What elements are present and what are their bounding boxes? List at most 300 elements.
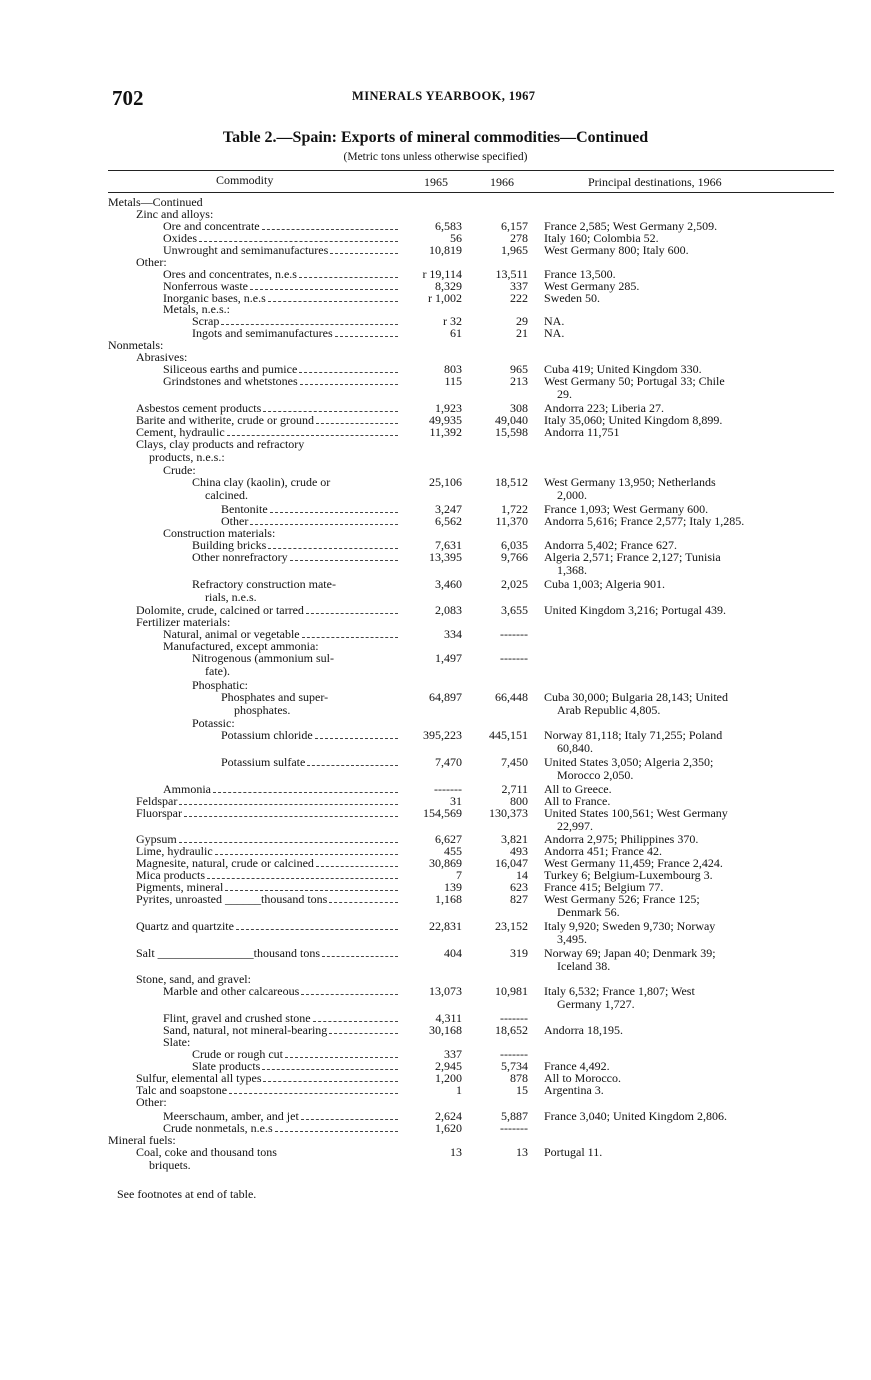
leader-dots — [290, 560, 398, 561]
destination-text: France 2,585; West Germany 2,509. — [544, 218, 718, 233]
commodity-text: Natural, animal or vegetable — [163, 627, 300, 642]
leader-dots — [285, 1057, 398, 1058]
header-top-rule — [108, 170, 834, 171]
value-1965: 2,083 — [435, 603, 462, 618]
destination-text: West Germany 11,459; France 2,424. — [544, 856, 723, 871]
value-1965: r 1,002 — [428, 290, 462, 305]
leader-dots — [330, 253, 398, 254]
destination-text: Cuba 419; United Kingdom 330. — [544, 362, 702, 377]
commodity-text: Fertilizer materials: — [136, 615, 231, 630]
header-bottom-rule — [108, 192, 834, 193]
destinations-cell — [544, 1110, 794, 1123]
destination-text: Norway 69; Japan 40; Denmark 39; — [544, 945, 716, 960]
leader-dots — [250, 289, 398, 290]
commodity-text: Slate: — [163, 1034, 191, 1049]
commodity-text: Potassium sulfate — [221, 755, 306, 770]
commodity-text: fate). — [205, 664, 230, 679]
commodity-text: Nonferrous waste — [163, 278, 248, 293]
value-1966: 15 — [516, 1082, 528, 1097]
value-1966: 1,722 — [501, 502, 528, 517]
commodity-cell — [136, 893, 327, 906]
commodity-text: Sand, natural, not mineral-bearing — [163, 1022, 328, 1037]
value-1966: 3,655 — [501, 603, 528, 618]
commodity-text: Mica products — [136, 868, 205, 883]
leader-dots — [299, 372, 398, 373]
value-1966: 66,448 — [495, 689, 528, 704]
commodity-text: Scrap — [192, 314, 220, 329]
destinations-cell — [544, 476, 794, 502]
destination-text: All to Greece. — [544, 781, 612, 796]
value-1966: 14 — [516, 868, 528, 883]
leader-dots — [313, 1021, 398, 1022]
commodity-text: Meerschaum, amber, and jet — [163, 1109, 299, 1124]
commodity-cell — [163, 1036, 190, 1049]
leader-dots — [225, 890, 398, 891]
commodity-text: phosphates. — [234, 702, 291, 717]
destination-text: 1,368. — [557, 562, 587, 577]
destination-text: Portugal 11. — [544, 1145, 603, 1160]
commodity-cell — [192, 578, 336, 604]
leader-dots — [221, 324, 398, 325]
value-1966: 16,047 — [495, 856, 528, 871]
value-1966: 29 — [516, 314, 528, 329]
commodity-cell — [136, 438, 304, 464]
value-1965: 3,460 — [435, 576, 462, 591]
value-1966: 23,152 — [495, 918, 528, 933]
destinations-cell — [544, 578, 794, 591]
footnote: See footnotes at end of table. — [117, 1187, 257, 1201]
commodity-text: Construction materials: — [163, 525, 276, 540]
value-1966: 1,965 — [501, 242, 528, 257]
value-1965: r 32 — [443, 314, 462, 329]
destination-text: 2,000. — [557, 488, 587, 503]
commodity-text: Magnesite, natural, crude or calcined — [136, 856, 314, 871]
commodity-text: Slate products — [192, 1058, 261, 1073]
commodity-text: briquets. — [149, 1158, 191, 1173]
value-1965: 25,106 — [429, 475, 462, 490]
value-1966: 18,512 — [495, 475, 528, 490]
value-1966: 445,151 — [489, 728, 528, 743]
destination-text: West Germany 50; Portugal 33; Chile — [544, 374, 725, 389]
value-1966: ------- — [500, 1010, 528, 1025]
leader-dots — [307, 765, 398, 766]
commodity-text: Crude nonmetals, n.e.s — [163, 1121, 273, 1136]
leader-dots — [262, 229, 398, 230]
destination-text: Cuba 1,003; Algeria 901. — [544, 576, 665, 591]
commodity-text: Unwrought and semimanufactures — [163, 242, 329, 257]
destination-text: NA. — [544, 326, 565, 341]
commodity-text: Asbestos cement products — [136, 400, 262, 415]
commodity-text: Gypsum — [136, 832, 177, 847]
commodity-text: Potassic: — [192, 716, 235, 731]
destinations-cell — [544, 1084, 794, 1097]
destinations-cell — [544, 920, 794, 946]
destination-text: United Kingdom 3,216; Portugal 439. — [544, 603, 726, 618]
value-1965: ------- — [434, 781, 462, 796]
value-1965: 2,945 — [435, 1058, 462, 1073]
value-1965: 1,168 — [435, 892, 462, 907]
value-1965: 395,223 — [423, 728, 462, 743]
leader-dots — [268, 548, 398, 549]
leader-dots — [227, 435, 398, 436]
leader-dots — [179, 842, 398, 843]
commodity-text: Ores and concentrates, n.e.s — [163, 266, 297, 281]
value-1966: ------- — [500, 627, 528, 642]
value-1966: 130,373 — [489, 805, 528, 820]
table-subtitle: (Metric tons unless otherwise specified) — [343, 151, 528, 163]
destinations-cell — [544, 327, 794, 340]
value-1966: 623 — [510, 880, 528, 895]
leader-dots — [262, 1069, 398, 1070]
running-head: MINERALS YEARBOOK, 1967 — [352, 89, 536, 103]
value-1966: 2,711 — [501, 781, 528, 796]
commodity-cell — [192, 476, 330, 502]
commodity-text: Ore and concentrate — [163, 218, 260, 233]
value-1965: 64,897 — [429, 689, 462, 704]
leader-dots — [213, 792, 398, 793]
value-1965: 1,923 — [435, 400, 462, 415]
destination-text: Norway 81,118; Italy 71,255; Poland — [544, 728, 723, 743]
destination-text: France 1,093; West Germany 600. — [544, 502, 709, 517]
value-1965: 1,497 — [435, 651, 462, 666]
value-1965: 1 — [456, 1082, 462, 1097]
value-1966: 278 — [510, 230, 528, 245]
commodity-text: Metals—Continued — [108, 195, 203, 209]
leader-dots — [335, 336, 398, 337]
commodity-text: Zinc and alloys: — [136, 206, 214, 221]
value-1965: 7 — [456, 868, 462, 883]
header-commodity: Commodity — [216, 173, 274, 187]
commodity-text: Bentonite — [221, 502, 268, 517]
leader-dots — [300, 384, 398, 385]
commodity-text: Coal, coke and thousand tons — [136, 1145, 277, 1160]
leader-dots — [275, 1131, 398, 1132]
value-1965: 154,569 — [423, 805, 462, 820]
commodity-text: Barite and witherite, crude or ground — [136, 412, 314, 427]
destination-text: Italy 35,060; United Kingdom 8,899. — [544, 412, 723, 427]
value-1966: 3,821 — [501, 832, 528, 847]
commodity-cell — [136, 947, 320, 960]
leader-dots — [268, 301, 398, 302]
value-1966: 5,734 — [501, 1058, 528, 1073]
commodity-text: Fluorspar — [136, 805, 182, 820]
value-1965: 455 — [444, 844, 462, 859]
destination-text: United States 100,561; West Germany — [544, 805, 728, 820]
leader-dots — [302, 637, 398, 638]
commodity-text: products, n.e.s.: — [149, 449, 225, 464]
commodity-text: Salt ________________thousand tons — [136, 945, 321, 960]
value-1965: 56 — [450, 230, 462, 245]
destination-text: West Germany 800; Italy 600. — [544, 242, 689, 257]
commodity-text: Grindstones and whetstones — [163, 374, 298, 389]
destinations-cell — [544, 756, 794, 782]
destinations-cell — [544, 244, 794, 257]
commodity-text: Inorganic bases, n.e.s — [163, 290, 266, 305]
commodity-text: Metals, n.e.s.: — [163, 302, 230, 317]
commodity-text: Other: — [136, 254, 167, 269]
value-1965: 6,562 — [435, 514, 462, 528]
value-1966: 13,511 — [495, 266, 528, 281]
value-1966: 6,035 — [501, 537, 528, 552]
destination-text: Cuba 30,000; Bulgaria 28,143; United — [544, 689, 728, 704]
value-1966: ------- — [500, 1121, 528, 1136]
leader-dots — [199, 241, 398, 242]
commodity-text: Feldspar — [136, 793, 178, 808]
commodity-cell — [163, 985, 299, 998]
value-1965: 6,583 — [435, 218, 462, 233]
leader-dots — [229, 1093, 398, 1094]
destination-text: Andorra 2,975; Philippines 370. — [544, 832, 699, 847]
destination-text: Iceland 38. — [557, 958, 611, 973]
destinations-cell — [544, 947, 794, 973]
commodity-cell — [136, 1096, 167, 1109]
destination-text: 3,495. — [557, 931, 587, 946]
destination-text: Italy 6,532; France 1,807; West — [544, 984, 695, 999]
value-1965: 1,620 — [435, 1121, 462, 1136]
value-1966: 10,981 — [495, 984, 528, 999]
value-1966: 49,040 — [495, 412, 528, 427]
value-1966: 222 — [510, 290, 528, 305]
value-1966: 878 — [510, 1070, 528, 1085]
commodity-cell — [221, 756, 305, 769]
commodity-cell — [163, 464, 196, 477]
header-destinations: Principal destinations, 1966 — [588, 175, 722, 189]
commodity-text: Lime, hydraulic — [136, 844, 213, 859]
leader-dots — [250, 524, 398, 525]
value-1965: 61 — [450, 326, 462, 341]
commodity-text: Phosphatic: — [192, 677, 248, 692]
commodity-cell — [192, 551, 288, 564]
destination-text: Sweden 50. — [544, 290, 600, 305]
commodity-text: Stone, sand, and gravel: — [136, 972, 251, 987]
commodity-text: Quartz and quartzite — [136, 918, 234, 933]
value-1965: 7,470 — [435, 755, 462, 770]
leader-dots — [215, 854, 398, 855]
destination-text: France 13,500. — [544, 266, 616, 281]
value-1965: 404 — [444, 945, 462, 960]
table-title: Table 2.—Spain: Exports of mineral commodities—Continued — [222, 129, 649, 146]
destination-text: Argentina 3. — [544, 1082, 604, 1097]
commodity-text: Other — [221, 514, 249, 528]
leader-dots — [301, 994, 398, 995]
value-1966: 11,370 — [495, 514, 528, 528]
destination-text: Italy 9,920; Sweden 9,730; Norway — [544, 918, 716, 933]
value-1966: 5,887 — [501, 1109, 528, 1124]
destinations-cell — [544, 691, 794, 717]
destinations-cell — [544, 515, 794, 528]
value-1966: 965 — [510, 362, 528, 377]
leader-dots — [322, 956, 398, 957]
value-1965: 13,073 — [429, 984, 462, 999]
leader-dots — [316, 866, 398, 867]
value-1965: 30,168 — [429, 1022, 462, 1037]
value-1966: 827 — [510, 892, 528, 907]
commodity-cell — [163, 244, 328, 257]
value-1966: 308 — [510, 400, 528, 415]
destinations-cell — [544, 375, 794, 401]
value-1965: 8,329 — [435, 278, 462, 293]
leader-dots — [270, 512, 398, 513]
value-1965: r 19,114 — [422, 266, 462, 281]
value-1966: 9,766 — [501, 549, 528, 564]
destination-text: Andorra 18,195. — [544, 1022, 623, 1037]
value-1966: 800 — [510, 793, 528, 808]
destination-text: Algeria 2,571; France 2,127; Tunisia — [544, 549, 721, 564]
destination-text: Andorra 5,616; France 2,577; Italy 1,285. — [544, 514, 745, 528]
commodity-text: Abrasives: — [136, 350, 188, 365]
value-1965: 30,869 — [429, 856, 462, 871]
leader-dots — [207, 878, 398, 879]
header-1965: 1965 — [424, 175, 448, 189]
value-1966: 2,025 — [501, 576, 528, 591]
commodity-text: Crude or rough cut — [192, 1046, 283, 1061]
value-1965: 10,819 — [429, 242, 462, 257]
value-1965: 22,831 — [429, 918, 462, 933]
commodity-text: Phosphates and super- — [221, 689, 329, 704]
destination-text: 60,840. — [557, 741, 593, 756]
commodity-cell — [163, 375, 298, 388]
commodity-cell — [192, 327, 333, 340]
value-1966: 15,598 — [495, 424, 528, 439]
commodity-text: Nitrogenous (ammonium sul- — [192, 651, 334, 666]
commodity-text: Pyrites, unroasted ______thousand tons — [136, 892, 328, 907]
commodity-cell — [136, 807, 182, 820]
commodity-text: Mineral fuels: — [108, 1133, 176, 1148]
value-1965: 7,631 — [435, 537, 462, 552]
leader-dots — [316, 423, 398, 424]
commodity-cell — [221, 729, 313, 742]
commodity-text: rials, n.e.s. — [205, 589, 257, 604]
value-1965: 31 — [450, 793, 462, 808]
destination-text: All to Morocco. — [544, 1070, 621, 1085]
destination-text: United States 3,050; Algeria 2,350; — [544, 755, 714, 770]
value-1966: ------- — [500, 1046, 528, 1061]
destination-text: France 4,492. — [544, 1058, 610, 1073]
destination-text: Andorra 223; Liberia 27. — [544, 400, 664, 415]
leader-dots — [263, 411, 398, 412]
destination-text: West Germany 526; France 125; — [544, 892, 700, 907]
commodity-text: Nonmetals: — [108, 338, 164, 353]
leader-dots — [306, 613, 398, 614]
value-1966: ------- — [500, 651, 528, 666]
commodity-cell — [221, 691, 328, 717]
page-number: 702 — [112, 86, 144, 110]
commodity-text: Ingots and semimanufactures — [192, 326, 333, 341]
value-1965: 6,627 — [435, 832, 462, 847]
destination-text: Arab Republic 4,805. — [557, 702, 661, 717]
value-1966: 13 — [516, 1145, 528, 1160]
value-1965: 139 — [444, 880, 462, 895]
value-1965: 334 — [444, 627, 462, 642]
commodity-cell — [163, 1122, 273, 1135]
destination-text: 22,997. — [557, 818, 593, 833]
destination-text: 29. — [557, 387, 572, 402]
destinations-cell — [544, 426, 794, 439]
value-1965: 803 — [444, 362, 462, 377]
commodity-text: Marble and other calcareous — [163, 984, 300, 999]
leader-dots — [301, 1119, 398, 1120]
value-1966: 7,450 — [501, 755, 528, 770]
commodity-text: Potassium chloride — [221, 728, 313, 743]
value-1965: 11,392 — [429, 424, 462, 439]
commodity-cell — [136, 920, 234, 933]
destination-text: Andorra 11,751 — [544, 424, 620, 439]
leader-dots — [315, 738, 398, 739]
value-1965: 13 — [450, 1145, 462, 1160]
commodity-text: Crude: — [163, 463, 196, 478]
value-1965: 1,200 — [435, 1070, 462, 1085]
value-1966: 493 — [510, 844, 528, 859]
destination-text: Italy 160; Colombia 52. — [544, 230, 659, 245]
value-1966: 337 — [510, 278, 528, 293]
value-1966: 213 — [510, 374, 528, 389]
leader-dots — [184, 816, 398, 817]
commodity-text: calcined. — [205, 488, 248, 503]
destination-text: Andorra 451; France 42. — [544, 844, 662, 859]
commodity-cell — [192, 652, 334, 678]
destinations-cell — [544, 729, 794, 755]
leader-dots — [236, 929, 398, 930]
destination-text: Morocco 2,050. — [557, 768, 634, 783]
leader-dots — [329, 902, 398, 903]
value-1966: 6,157 — [501, 218, 528, 233]
commodity-text: Refractory construction mate- — [192, 576, 336, 591]
commodity-text: Pigments, mineral — [136, 880, 224, 895]
value-1966: 319 — [510, 945, 528, 960]
commodity-text: Oxides — [163, 230, 197, 245]
value-1965: 337 — [444, 1046, 462, 1061]
leader-dots — [329, 1033, 398, 1034]
destinations-cell — [544, 985, 794, 1011]
commodity-text: Cement, hydraulic — [136, 424, 225, 439]
destinations-cell — [544, 551, 794, 577]
commodity-text: Building bricks — [192, 537, 267, 552]
leader-dots — [299, 277, 398, 278]
header-1966: 1966 — [490, 175, 514, 189]
destination-text: West Germany 13,950; Netherlands — [544, 475, 716, 490]
commodity-text: Clays, clay products and refractory — [136, 436, 305, 451]
destination-text: Andorra 5,402; France 627. — [544, 537, 677, 552]
destinations-cell — [544, 807, 794, 833]
commodity-cell — [136, 1146, 277, 1172]
commodity-text: Other nonrefractory — [192, 549, 288, 564]
value-1965: 115 — [444, 374, 462, 389]
destinations-cell — [544, 893, 794, 919]
destination-text: France 3,040; United Kingdom 2,806. — [544, 1109, 727, 1124]
value-1966: 21 — [516, 326, 528, 341]
leader-dots — [179, 804, 398, 805]
destinations-cell — [544, 1024, 794, 1037]
commodity-text: Ammonia — [163, 781, 211, 796]
destination-text: Denmark 56. — [557, 905, 620, 920]
destination-text: Turkey 6; Belgium-Luxembourg 3. — [544, 868, 713, 883]
commodity-text: Sulfur, elemental all types — [136, 1070, 262, 1085]
destination-text: Germany 1,727. — [557, 997, 635, 1012]
commodity-text: Other: — [136, 1094, 167, 1109]
destination-text: NA. — [544, 314, 565, 329]
commodity-text: Flint, gravel and crushed stone — [163, 1010, 311, 1025]
leader-dots — [263, 1081, 398, 1082]
value-1965: 4,311 — [435, 1010, 462, 1025]
destinations-cell — [544, 604, 794, 617]
destination-text: West Germany 285. — [544, 278, 640, 293]
value-1965: 2,624 — [435, 1109, 462, 1124]
value-1965: 13,395 — [429, 549, 462, 564]
destinations-cell — [544, 1146, 794, 1159]
destination-text: France 415; Belgium 77. — [544, 880, 664, 895]
commodity-text: Dolomite, crude, calcined or tarred — [136, 603, 304, 618]
value-1965: 3,247 — [435, 502, 462, 517]
